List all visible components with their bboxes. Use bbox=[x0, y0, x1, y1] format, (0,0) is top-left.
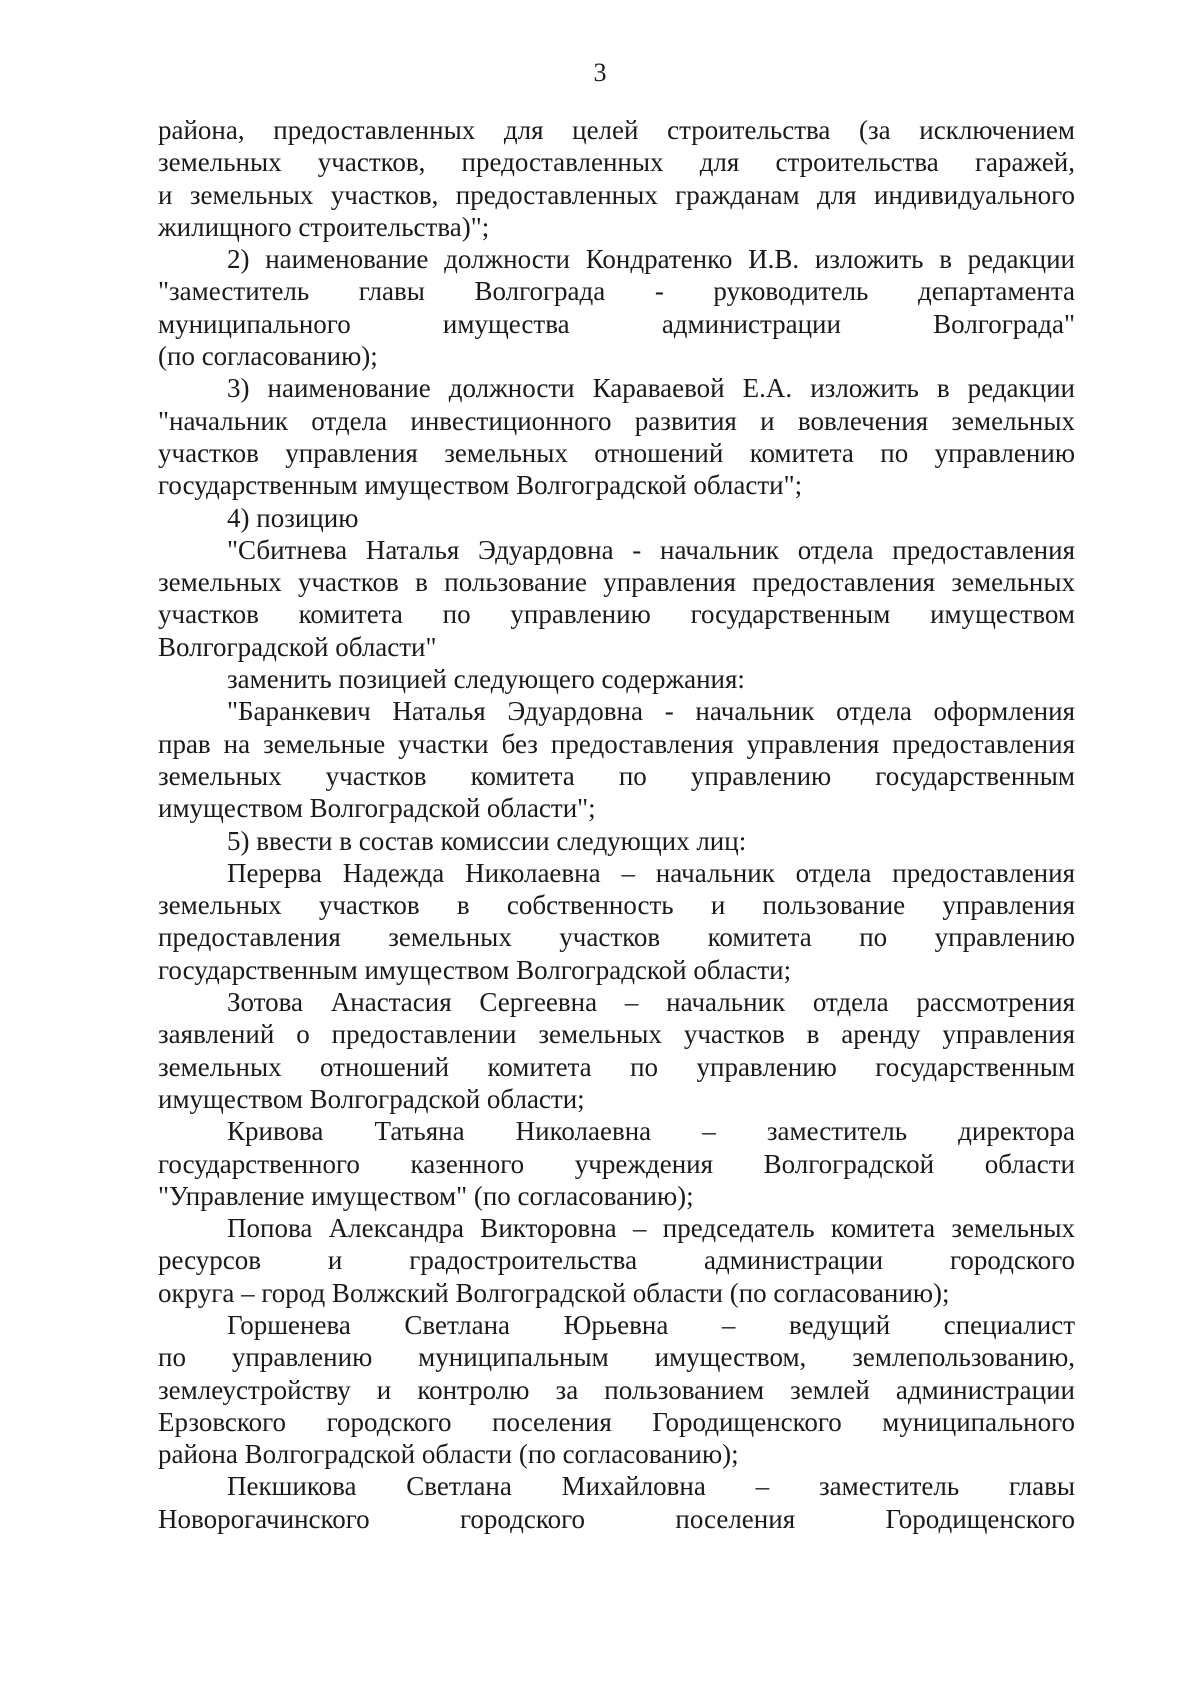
text-line: участков комитета по управлению государственным имуществом bbox=[158, 599, 1075, 630]
text-line: Пекшикова Светлана Михайловна – заместитель главы bbox=[227, 1471, 1075, 1502]
text-line: по управлению муниципальным имуществом, землепользованию, bbox=[158, 1342, 1075, 1373]
text-line: государственным имуществом Волгоградской области; bbox=[158, 954, 792, 985]
text-line: и земельных участков, предоставленных гражданам для индивидуального bbox=[158, 179, 1075, 210]
text-line: (по согласованию); bbox=[158, 341, 378, 372]
text-line: "Сбитнева Наталья Эдуардовна - начальник отдела предоставления bbox=[227, 534, 1075, 565]
text-line: заменить позицией следующего содержания: bbox=[227, 664, 745, 695]
text-line: Волгоградской области" bbox=[158, 631, 437, 662]
text-line: ресурсов и градостроительства администрации городского bbox=[158, 1245, 1075, 1276]
text-line: земельных участков в пользование управления предоставления земельных bbox=[158, 567, 1075, 598]
text-line: государственным имуществом Волгоградской области"; bbox=[158, 470, 803, 501]
text-line: землеустройству и контролю за пользованием землей администрации bbox=[158, 1374, 1075, 1405]
text-line: района Волгоградской области (по согласованию); bbox=[158, 1439, 739, 1470]
text-line: муниципального имущества администрации Волгограда" bbox=[158, 308, 1075, 339]
text-line: Зотова Анастасия Сергеевна – начальник отдела рассмотрения bbox=[227, 987, 1075, 1018]
text-line: 3) наименование должности Караваевой Е.А. изложить в редакции bbox=[227, 373, 1075, 404]
text-line: 4) позицию bbox=[227, 502, 359, 533]
text-line: "начальник отдела инвестиционного развития и вовлечения земельных bbox=[158, 405, 1075, 436]
text-line: Попова Александра Викторовна – председатель комитета земельных bbox=[227, 1213, 1075, 1244]
body-text bbox=[158, 114, 1075, 1535]
text-line: "Управление имуществом" (по согласованию); bbox=[158, 1180, 694, 1211]
text-line: 2) наименование должности Кондратенко И.В. изложить в редакции bbox=[227, 244, 1075, 275]
text-line: района, предоставленных для целей строительства (за исключением bbox=[158, 115, 1075, 145]
text-line: участков управления земельных отношений комитета по управлению bbox=[158, 437, 1075, 468]
text-line: жилищного строительства)"; bbox=[158, 211, 490, 242]
text-line: Новорогачинского городского поселения Городищенского bbox=[158, 1503, 1075, 1534]
text-line: 5) ввести в состав комиссии следующих лиц: bbox=[227, 825, 747, 856]
text-line: земельных участков, предоставленных для строительства гаражей, bbox=[158, 147, 1075, 178]
text-line: земельных участков комитета по управлению государственным bbox=[158, 760, 1075, 791]
text-line: округа – город Волжский Волгоградской области (по согласованию); bbox=[158, 1277, 950, 1308]
text-line: "заместитель главы Волгограда - руководитель департамента bbox=[158, 276, 1075, 307]
text-line: Ерзовского городского поселения Городищенского муниципального bbox=[158, 1406, 1075, 1437]
text-line: имуществом Волгоградской области"; bbox=[158, 793, 596, 824]
page-number: 3 bbox=[593, 58, 607, 87]
text-line: заявлений о предоставлении земельных участков в аренду управления bbox=[158, 1019, 1075, 1050]
text-line: государственного казенного учреждения Волгоградской области bbox=[158, 1148, 1075, 1179]
text-line: Горшенева Светлана Юрьевна – ведущий специалист bbox=[227, 1309, 1075, 1340]
text-line: земельных участков в собственность и пользование управления bbox=[158, 890, 1075, 921]
text-line: земельных отношений комитета по управлению государственным bbox=[158, 1051, 1075, 1082]
text-line: "Баранкевич Наталья Эдуардовна - начальник отдела оформления bbox=[227, 696, 1075, 727]
text-line: прав на земельные участки без предоставления управления предоставления bbox=[158, 728, 1075, 759]
text-line: предоставления земельных участков комитета по управлению bbox=[158, 922, 1075, 953]
text-line: Перерва Надежда Николаевна – начальник отдела предоставления bbox=[227, 857, 1075, 888]
text-line: имуществом Волгоградской области; bbox=[158, 1083, 585, 1114]
text-line: Кривова Татьяна Николаевна – заместитель директора bbox=[227, 1116, 1075, 1147]
